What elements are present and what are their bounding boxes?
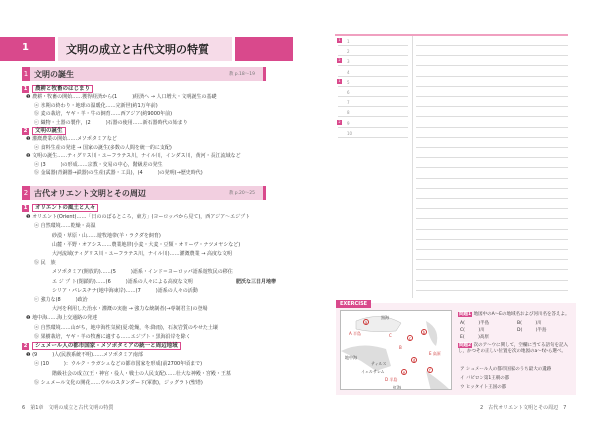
subsection-number: 1 bbox=[23, 205, 28, 211]
note-line[interactable] bbox=[416, 147, 568, 148]
answer-number: 5 bbox=[347, 79, 350, 85]
text-line: ⓐ 自然環境……山がち，地中海性気候(夏:乾燥，冬:降雨)，石灰岩質のやせた土壌 bbox=[34, 324, 218, 331]
note-line[interactable] bbox=[416, 137, 568, 138]
text-line: シリア・パレスチナ(地中海東岸)……(7 )語系の人々の活動 bbox=[52, 287, 198, 294]
answer-number: 4 bbox=[347, 69, 350, 75]
answer-marker: 2 bbox=[338, 58, 341, 63]
note-line[interactable] bbox=[416, 269, 568, 270]
exercise-item: ア シュメール人の都市国家のうち最大の遺跡 bbox=[460, 367, 552, 372]
map-point: f bbox=[427, 367, 433, 373]
text-line: エ ジ プ ト(閉鎖的)……(6 )語系の人々による高度な文明 bbox=[52, 278, 193, 285]
note-line[interactable] bbox=[416, 167, 568, 168]
map-label: D 半島 bbox=[385, 377, 398, 382]
subsection-title: シュメール人の都市国家・メソポタミアの統一と周辺地域 bbox=[32, 342, 181, 350]
note-line[interactable] bbox=[416, 86, 568, 87]
answer-blank[interactable]: A( )半島 bbox=[460, 321, 490, 326]
answer-line[interactable] bbox=[338, 106, 408, 107]
exercise-label: EXERCISE bbox=[336, 300, 371, 308]
note-line[interactable] bbox=[416, 249, 568, 250]
answer-blank[interactable]: E( )高原 bbox=[460, 335, 489, 340]
answer-line[interactable] bbox=[338, 127, 408, 128]
note-line[interactable] bbox=[416, 76, 568, 77]
subsection-title: オリエントの風土と人々 bbox=[32, 204, 98, 212]
text-line: ❶ (9 )人(民族系統不明)……メソポタミア南部 bbox=[26, 352, 143, 359]
answer-marker: 1 bbox=[338, 78, 341, 83]
answer-blank[interactable]: B( )川 bbox=[517, 321, 542, 326]
map-point: a bbox=[364, 320, 368, 325]
subsection-heading bbox=[22, 86, 93, 93]
note-line[interactable] bbox=[416, 116, 568, 117]
text-line: メソポタミア(開放的)……(5 )語系・インド＝ヨーロッパ語系遊牧民の移住 bbox=[52, 269, 233, 276]
note-line[interactable] bbox=[416, 198, 568, 199]
text-line: ⓒ 強力な(8 )政治 bbox=[34, 297, 88, 303]
note-line[interactable] bbox=[416, 229, 568, 230]
text-line: 大河を利用した治水・灌漑の実施 → 強力な統制者(→専制君主)の登場 bbox=[52, 306, 208, 313]
subsection-number: 2 bbox=[23, 343, 28, 349]
answer-number: 3 bbox=[347, 59, 350, 65]
note-line[interactable] bbox=[416, 280, 568, 281]
text-line: 山麓・平野・オアシス……農業地帯(小麦・大麦・豆類・オリーヴ・ナツメヤシなど) bbox=[52, 241, 241, 248]
subsection-heading bbox=[22, 205, 98, 212]
answer-blank[interactable]: D( )半島 bbox=[517, 328, 547, 333]
note-line[interactable] bbox=[416, 157, 568, 158]
answer-marker: 1 bbox=[338, 38, 341, 42]
answer-line[interactable] bbox=[338, 96, 408, 97]
answer-number: 9 bbox=[347, 120, 350, 126]
subsection-number: 1 bbox=[23, 86, 28, 92]
chapter-header bbox=[0, 37, 293, 61]
text-line: 階級社会の成立(王・神官・役人・戦士の人民支配)……壮大な神殿・宮殿・王墓 bbox=[52, 370, 231, 377]
section-2-header bbox=[22, 186, 266, 200]
q1-label: 問題1 bbox=[459, 312, 472, 317]
map-label: 紅海 bbox=[393, 385, 401, 390]
note-line[interactable] bbox=[416, 208, 568, 209]
answer-line[interactable] bbox=[338, 65, 408, 66]
map-point: d bbox=[412, 358, 416, 363]
answer-line[interactable] bbox=[338, 116, 408, 117]
map-point: b bbox=[422, 330, 426, 335]
exercise-item: イ バビロン第1王朝の都 bbox=[460, 376, 510, 381]
note-line[interactable] bbox=[416, 65, 568, 66]
map-label: 地中海 bbox=[345, 355, 357, 360]
chapter-title: 文明の成立と古代文明の特質 bbox=[55, 37, 235, 61]
answer-marker: 2 bbox=[338, 119, 341, 124]
note-line[interactable] bbox=[416, 178, 568, 179]
text-line: ⓐ 食料生産の発達 → 国家の誕生(多数の人間を統一的に支配) bbox=[34, 144, 172, 151]
section-ref: 教 p.20〜25 bbox=[228, 191, 255, 196]
question-1 bbox=[458, 311, 570, 318]
subsection-title: 農耕と牧畜のはじまり bbox=[32, 85, 93, 93]
text-line: ⓐ 自然環境……乾燥・高温 bbox=[34, 223, 96, 230]
note-line[interactable] bbox=[416, 218, 568, 219]
footer-left bbox=[22, 404, 113, 411]
subsection-number: 2 bbox=[23, 128, 28, 134]
map-label: B bbox=[399, 345, 402, 350]
note-line[interactable] bbox=[416, 239, 568, 240]
chapter-number: 1 bbox=[22, 42, 29, 53]
running-title: 2 古代オリエント文明とその周辺 bbox=[480, 405, 559, 411]
answer-line[interactable] bbox=[338, 76, 408, 77]
note-line[interactable] bbox=[416, 188, 568, 189]
text-line: ⓑ 麦の栽培，ヤギ・羊・牛の飼育……西アジア(約9000年前) bbox=[34, 111, 173, 118]
answer-number: 8 bbox=[347, 110, 350, 116]
answer-number: 7 bbox=[347, 100, 350, 106]
section-number: 2 bbox=[22, 186, 30, 200]
answer-line[interactable] bbox=[338, 86, 408, 87]
map-point: e bbox=[402, 370, 406, 375]
note-line[interactable] bbox=[416, 96, 568, 97]
text-line: ⓑ 民 族 bbox=[34, 260, 56, 267]
subsection-title: 文明の誕生 bbox=[32, 127, 66, 135]
answer-number: 2 bbox=[347, 49, 350, 55]
section-1-header bbox=[22, 67, 266, 81]
subsection-heading bbox=[22, 128, 66, 135]
text-line: ⓐ (3 )の形成……宗教・交易の中心，階級差の発生 bbox=[34, 161, 163, 168]
note-line[interactable] bbox=[416, 55, 568, 56]
text-line: 砂漠・草原・山……遊牧地帯(羊・ラクダを飼育) bbox=[52, 232, 161, 239]
text-line: ⓐ 氷期の終わり・地球の温暖化……完新世(約1万年前) bbox=[34, 102, 158, 109]
note-line[interactable] bbox=[416, 259, 568, 260]
map-point: c bbox=[408, 336, 412, 341]
note-line[interactable] bbox=[416, 45, 568, 46]
map-label: イェルサレム bbox=[361, 369, 385, 374]
map-label: C bbox=[389, 333, 392, 338]
answer-line[interactable] bbox=[338, 45, 408, 46]
map-label: ティルス bbox=[371, 361, 387, 366]
text-line: ❶ 農耕・牧畜の開始……獲得経済から(1 )経済へ → 人口増大・文明誕生の基礎 bbox=[26, 94, 217, 101]
text-line: ⓑ 果樹栽培，ヤギ・羊の牧畜に適する……エジプト・黒海沿岸を除く bbox=[34, 333, 191, 340]
note-line[interactable] bbox=[416, 106, 568, 107]
footer-right bbox=[480, 404, 566, 411]
text-line: ⓒ 織物・土器の製作，(2 )石器の使用……新石器時代の始まり bbox=[34, 119, 188, 126]
running-title: 第1章 文明の成立と古代文明の特質 bbox=[30, 405, 114, 411]
page-number: 7 bbox=[563, 405, 567, 411]
exercise-item: ウ ヒッタイト王国の都 bbox=[460, 385, 507, 390]
q1-text: 地図中のA〜Eの地域名および河川名を答えよ。 bbox=[473, 312, 570, 317]
answer-blank[interactable]: C( )川 bbox=[460, 328, 485, 333]
section-number: 1 bbox=[22, 67, 30, 81]
annotation: 肥沃な三日月地帯 bbox=[236, 278, 277, 285]
section-title: 古代オリエント文明とその周辺 bbox=[34, 189, 146, 198]
text-line: ⓑ 金属器(青銅器→鉄器)の生産(武器・工具)，(4 )の発明(→歴史時代) bbox=[34, 170, 203, 176]
section-title: 文明の誕生 bbox=[34, 70, 74, 79]
map-label: E 高原 bbox=[429, 351, 441, 356]
map-label: 黒海 bbox=[381, 315, 389, 320]
map-label: A 半島 bbox=[349, 331, 362, 336]
exercise-map bbox=[340, 310, 452, 390]
subsection-heading bbox=[22, 343, 181, 350]
answer-number: 10 bbox=[347, 130, 353, 136]
text-line: ❶ オリエント(Orient)……「日ののぼるところ，東方」(ヨーロッパから見て)，西アジア〜エジプト bbox=[26, 214, 251, 221]
answer-line[interactable] bbox=[338, 137, 408, 138]
text-line: ❷ 文明の誕生……ティグリス川・ユーフラテス川，ナイル川，インダス川，黄河・長江流域など bbox=[26, 153, 241, 160]
column-divider bbox=[412, 36, 413, 298]
answer-number: 6 bbox=[347, 90, 350, 95]
text-line: ❶ 灌漑農業の開始……メソポタミアなど bbox=[26, 136, 117, 143]
answer-line[interactable] bbox=[338, 55, 408, 56]
section-ref: 教 p.18〜19 bbox=[228, 72, 255, 77]
answer-number: 1 bbox=[347, 39, 350, 44]
text-line: ⓑ シュメール文化の開花……ウルのスタンダード(軍旗)，ジッグラト(聖塔) bbox=[34, 379, 203, 386]
note-line[interactable] bbox=[416, 127, 568, 128]
text-line: ⓐ (10 )：ウルク・ラガシュなどの都市国家を形成(前2700年頃まで) bbox=[34, 361, 203, 368]
top-rule bbox=[335, 34, 568, 36]
q2-text: 次のア〜ウに関して，空欄に当てる語句を記入し，かつその正しい位置を次の地図のa〜fから選べ。 bbox=[458, 343, 568, 354]
question-2 bbox=[458, 343, 574, 355]
note-line[interactable] bbox=[416, 290, 568, 291]
text-line: ❷ 地中海……海上交通路の発達 bbox=[26, 315, 98, 322]
page-number: 6 bbox=[22, 405, 26, 411]
text-line: 大河流域(ティグリス川・ユーフラテス川，ナイル川)……灌漑農業 → 高度な文明 bbox=[52, 251, 232, 257]
q2-label: 問題2 bbox=[459, 343, 472, 348]
